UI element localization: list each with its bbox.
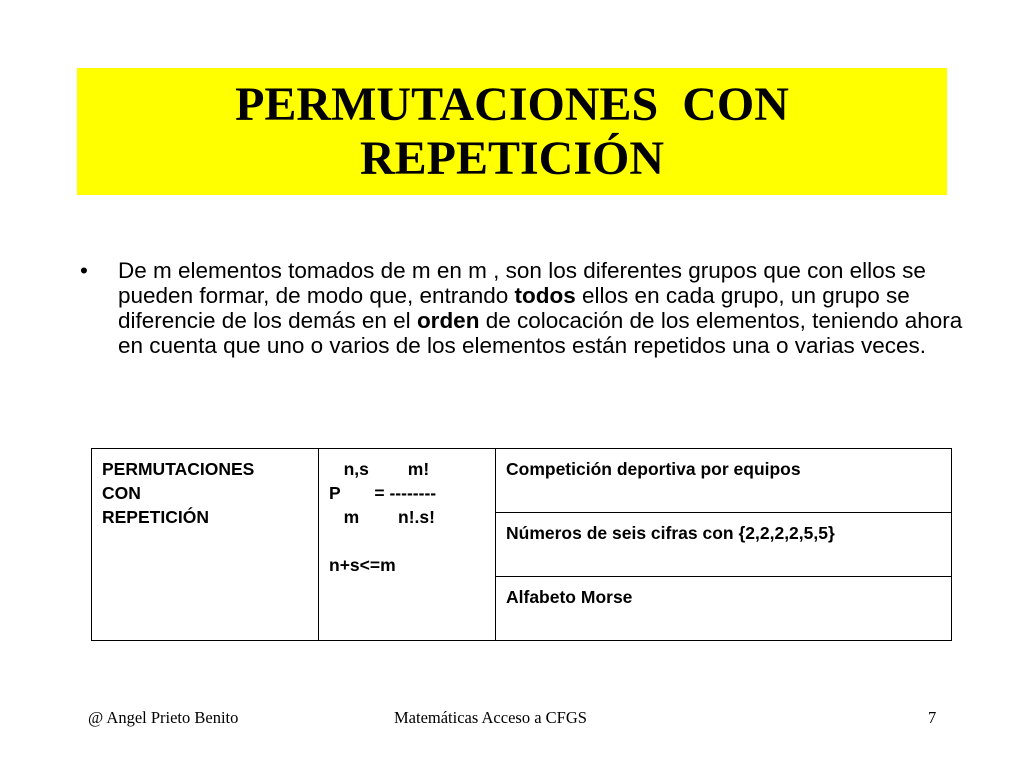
table-cell-example-2: Números de seis cifras con {2,2,2,2,5,5} <box>496 512 952 576</box>
slide-title-line-2: REPETICIÓN <box>359 131 665 185</box>
table-cell-name <box>92 449 319 641</box>
slide-title-line-1: PERMUTACIONES CON <box>235 77 789 131</box>
bullet-marker: • <box>80 258 88 283</box>
permutation-table <box>91 448 952 641</box>
formula-condition: n+s<=m <box>329 555 396 575</box>
title-box <box>77 68 947 195</box>
formula-line-3: m n!.s! <box>329 507 435 527</box>
definition-text-part-3: de colocación de los elementos, teniendo ahora en cuenta que uno o varios de los elementos están repetidos una o varias veces. <box>118 308 963 358</box>
definition-bold-orden: orden <box>416 308 480 333</box>
formula-line-2: P = -------- <box>329 483 437 503</box>
name-line-1: PERMUTACIONES <box>102 459 255 479</box>
definition-text <box>118 258 970 358</box>
table-cell-example-1: Competición deportiva por equipos <box>496 449 952 513</box>
table-cell-example-3: Alfabeto Morse <box>496 576 952 640</box>
definition-bold-todos: todos <box>514 283 576 308</box>
name-line-3: REPETICIÓN <box>102 507 209 527</box>
footer-author: @ Angel Prieto Benito <box>88 708 239 727</box>
footer-course: Matemáticas Acceso a CFGS <box>394 708 587 727</box>
footer-page-number: 7 <box>928 708 937 727</box>
name-line-2: CON <box>102 483 141 503</box>
definition-text-part-2: ellos en cada grupo, un grupo se diferencie de los demás en el <box>118 283 910 333</box>
table-cell-formula <box>319 449 496 641</box>
formula-line-1: n,s m! <box>329 459 430 479</box>
formula-spacer <box>329 529 485 553</box>
definition-text-part-1: De m elementos tomados de m en m , son los diferentes grupos que con ellos se pueden formar, de modo que, entrando <box>118 258 926 308</box>
definition-bullet <box>80 258 970 358</box>
